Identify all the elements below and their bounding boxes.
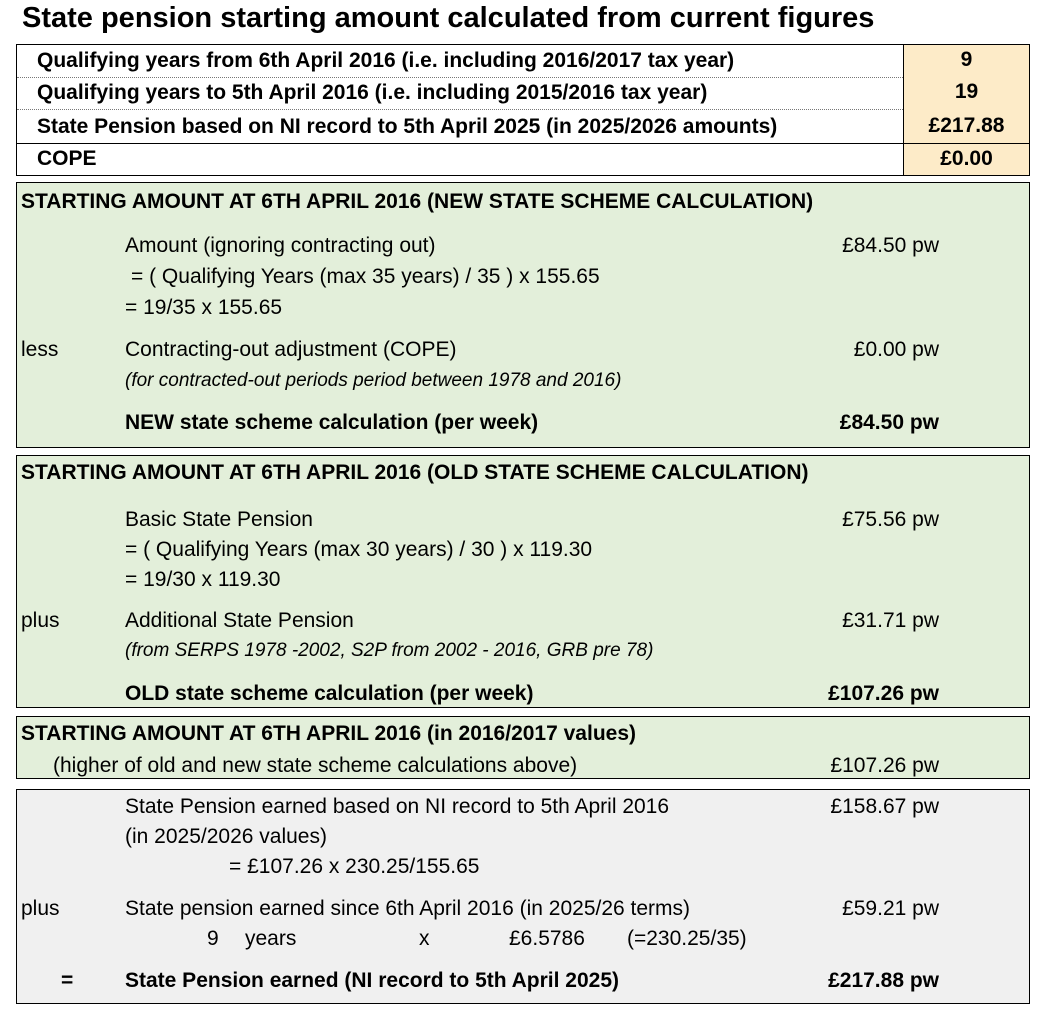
summary-table [16,44,1030,176]
starting-amount-section [16,716,1030,779]
summary-value[interactable]: £0.00 [903,144,1029,175]
total-label: OLD state scheme calculation (per week) [125,682,534,705]
weekly-rate: £6.5786 [509,927,585,950]
total-value: £107.26 pw [828,682,939,705]
values-note: (in 2025/2026 values) [125,825,327,848]
earned-section [16,789,1030,1004]
earned-since-2016-label: State pension earned since 6th April 2016 (in 2025/26 terms) [125,897,691,920]
earned-since-2016-value: £59.21 pw [842,897,939,920]
section-heading: STARTING AMOUNT AT 6TH APRIL 2016 (OLD STATE SCHEME CALCULATION) [21,461,809,484]
cope-note: (for contracted-out periods period between 1978 and 2016) [125,370,622,391]
additional-pension-value: £31.71 pw [842,609,939,632]
formula-line: = 19/35 x 155.65 [125,296,283,319]
total-label: NEW state scheme calculation (per week) [125,411,539,434]
cope-label: Contracting-out adjustment (COPE) [125,338,457,361]
total-value: £217.88 pw [828,969,939,992]
times-sign: x [419,927,430,950]
basic-pension-value: £75.56 pw [842,508,939,531]
section-heading: STARTING AMOUNT AT 6TH APRIL 2016 (NEW STATE SCHEME CALCULATION) [21,190,814,213]
cope-value: £0.00 pw [853,338,939,361]
summary-row-state-pension [17,109,1029,144]
summary-row-years-from-2016 [17,45,1029,78]
equals-sign: = [61,969,74,992]
basic-pension-label: Basic State Pension [125,508,313,531]
total-label: State Pension earned (NI record to 5th April 2025) [125,969,620,992]
section-heading: STARTING AMOUNT AT 6TH APRIL 2016 (in 2016/2017 values) [21,722,636,745]
less-label: less [21,338,59,361]
earned-to-2016-label: State Pension earned based on NI record to 5th April 2016 [125,795,670,818]
summary-row-years-to-2016 [17,77,1029,110]
summary-label: Qualifying years from 6th April 2016 (i.e. including 2016/2017 tax year) [37,49,735,72]
section-subheading: (higher of old and new state scheme calculations above) [53,754,578,777]
page-title: State pension starting amount calculated from current figures [22,2,875,34]
years-count: 9 [207,927,219,950]
plus-label: plus [21,609,60,632]
amount-value: £84.50 pw [842,234,939,257]
new-scheme-section [16,182,1030,448]
summary-row-cope [17,144,1029,175]
earned-to-2016-value: £158.67 pw [830,795,939,818]
formula-line: = 19/30 x 119.30 [125,568,281,591]
total-value: £84.50 pw [839,411,939,434]
years-word: years [245,927,297,950]
summary-value[interactable]: 19 [903,77,1029,109]
old-scheme-section [16,455,1030,708]
amount-label: Amount (ignoring contracting out) [125,234,436,257]
starting-amount-value: £107.26 pw [830,754,939,777]
summary-label: Qualifying years to 5th April 2016 (i.e. including 2015/2016 tax year) [37,81,708,104]
formula-line: = £107.26 x 230.25/155.65 [229,855,480,878]
formula-line: = ( Qualifying Years (max 30 years) / 30 ) x 119.30 [125,538,593,561]
formula-line: = ( Qualifying Years (max 35 years) / 35 ) x 155.65 [131,265,600,288]
additional-pension-label: Additional State Pension [125,609,354,632]
summary-label: State Pension based on NI record to 5th April 2025 (in 2025/2026 amounts) [37,115,778,138]
summary-label: COPE [37,147,97,170]
plus-label: plus [21,897,60,920]
summary-value[interactable]: £217.88 [903,109,1029,143]
additional-pension-note: (from SERPS 1978 -2002, S2P from 2002 - 2016, GRB pre 78) [125,640,654,661]
weekly-rate-note: (=230.25/35) [627,927,747,950]
summary-value[interactable]: 9 [903,45,1029,77]
